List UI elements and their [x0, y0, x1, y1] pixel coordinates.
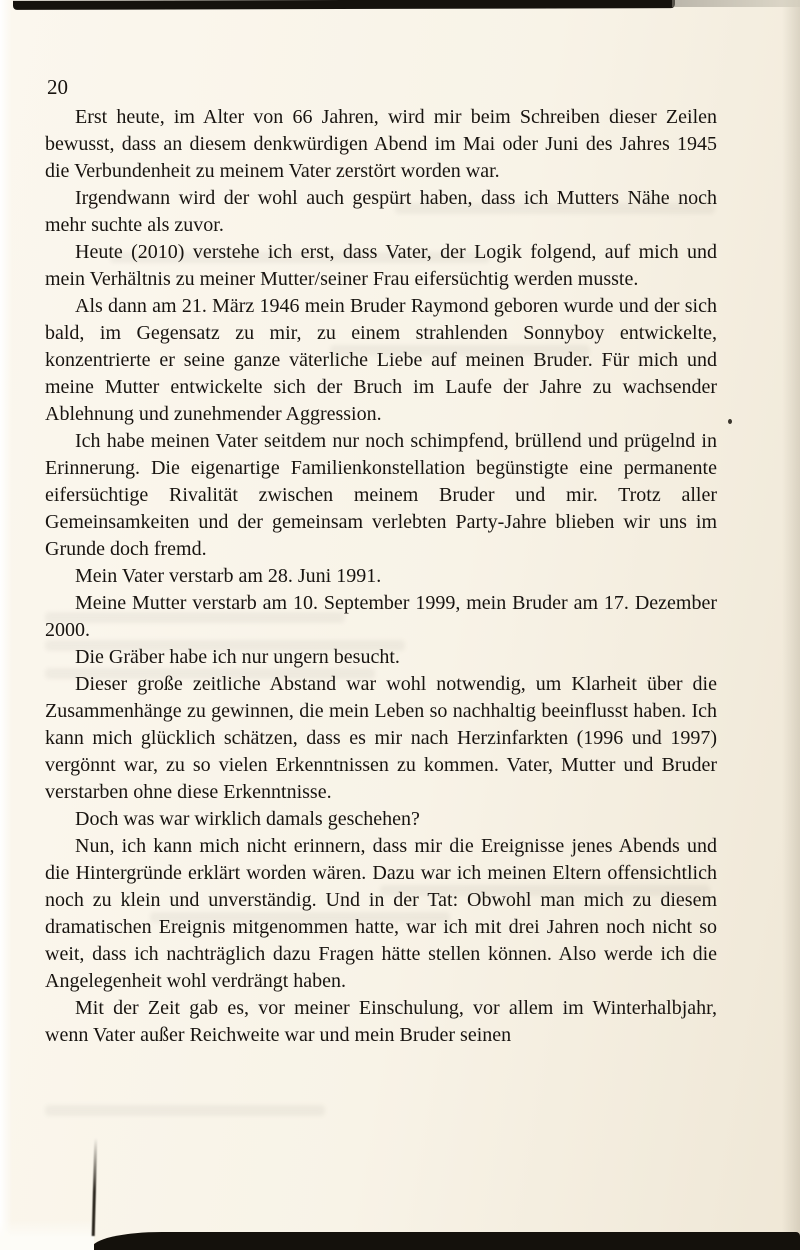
scan-edge-top-right — [672, 0, 800, 7]
page-curl-line — [92, 1138, 98, 1236]
scan-edge-top — [13, 0, 675, 10]
scan-edge-bottom — [92, 1232, 800, 1250]
paragraph: Irgendwann wird der wohl auch gespürt haben, dass ich Mutters Nähe noch mehr suchte als zuvor. — [45, 187, 717, 236]
paragraph: Dieser große zeitliche Abstand war wohl notwendig, um Klarheit über die Zusammenhänge zu gewinnen, die mein Leben so nachhaltig beeinflusst haben. Ich kann mich glücklich schätzen, dass es mir nach Herzinfarkten (1996 und 1997) vergönnt war, zu so vielen Erkenntnissen zu kommen. Vater, Mutter und Bruder verstarben ohne diese Erkenntnisse. — [45, 673, 717, 803]
paragraph: Heute (2010) verstehe ich erst, dass Vater, der Logik folgend, auf mich und mein Verhältnis zu meiner Mutter/seiner Frau eifersüchtig werden musste. — [45, 241, 717, 290]
paragraph: Die Gräber habe ich nur ungern besucht. — [75, 646, 400, 668]
paragraph: Meine Mutter verstarb am 10. September 1999, mein Bruder am 17. Dezember 2000. — [45, 592, 717, 641]
ink-dot — [728, 419, 732, 424]
bleed-through-mark — [45, 1105, 325, 1116]
paragraph: Doch was war wirklich damals geschehen? — [75, 808, 420, 830]
paragraph: Mein Vater verstarb am 28. Juni 1991. — [75, 565, 382, 587]
page-number: 20 — [47, 75, 68, 99]
paragraph: Als dann am 21. März 1946 mein Bruder Raymond geboren wurde und der sich bald, im Gegensatz zu mir, zu einem strahlenden Sonnyboy entwickelte, konzentrierte er seine ganze väterliche Liebe auf meinen Bruder. Für mich und meine Mutter entwickelte sich der Bruch im Laufe der Jahre zu wachsender Ablehnung und zunehmender Aggression. — [45, 295, 717, 425]
paragraph: Nun, ich kann mich nicht erinnern, dass mir die Ereignisse jenes Abends und die Hintergründe erklärt worden wären. Dazu war ich meinen Eltern offensichtlich noch zu klein und unverständig. Und in der Tat: Obwohl man mich zu diesem dramatischen Ereignis mitgenommen hatte, war ich mit drei Jahren noch nicht so weit, dass ich nachträglich dazu Fragen hätte stellen können. Also werde ich die Angelegenheit wohl verdrängt haben. — [45, 835, 717, 992]
paragraph: Ich habe meinen Vater seitdem nur noch schimpfend, brüllend und prügelnd in Erinnerung. Die eigenartige Familienkonstellation begünstigte eine permanente eifersüchtige Rivalität zwischen meinem Bruder und mir. Trotz aller Gemeinsamkeiten und der gemeinsam verlebten Party-Jahre blieben wir uns im Grunde doch fremd. — [45, 430, 717, 560]
text-block — [45, 72, 717, 1049]
paragraph: Erst heute, im Alter von 66 Jahren, wird mir beim Schreiben dieser Zeilen bewusst, dass an diesem denkwürdigen Abend im Mai oder Juni des Jahres 1945 die Verbundenheit zu meinem Vater zerstört worden war. — [45, 106, 717, 182]
paragraph: Mit der Zeit gab es, vor meiner Einschulung, vor allem im Winterhalbjahr, wenn Vater außer Reichweite war und mein Bruder seinen — [45, 997, 717, 1046]
page-right-shadow — [782, 0, 800, 1250]
page-left-edge — [0, 0, 12, 1250]
scan-corner-bottom-left — [0, 1220, 94, 1250]
